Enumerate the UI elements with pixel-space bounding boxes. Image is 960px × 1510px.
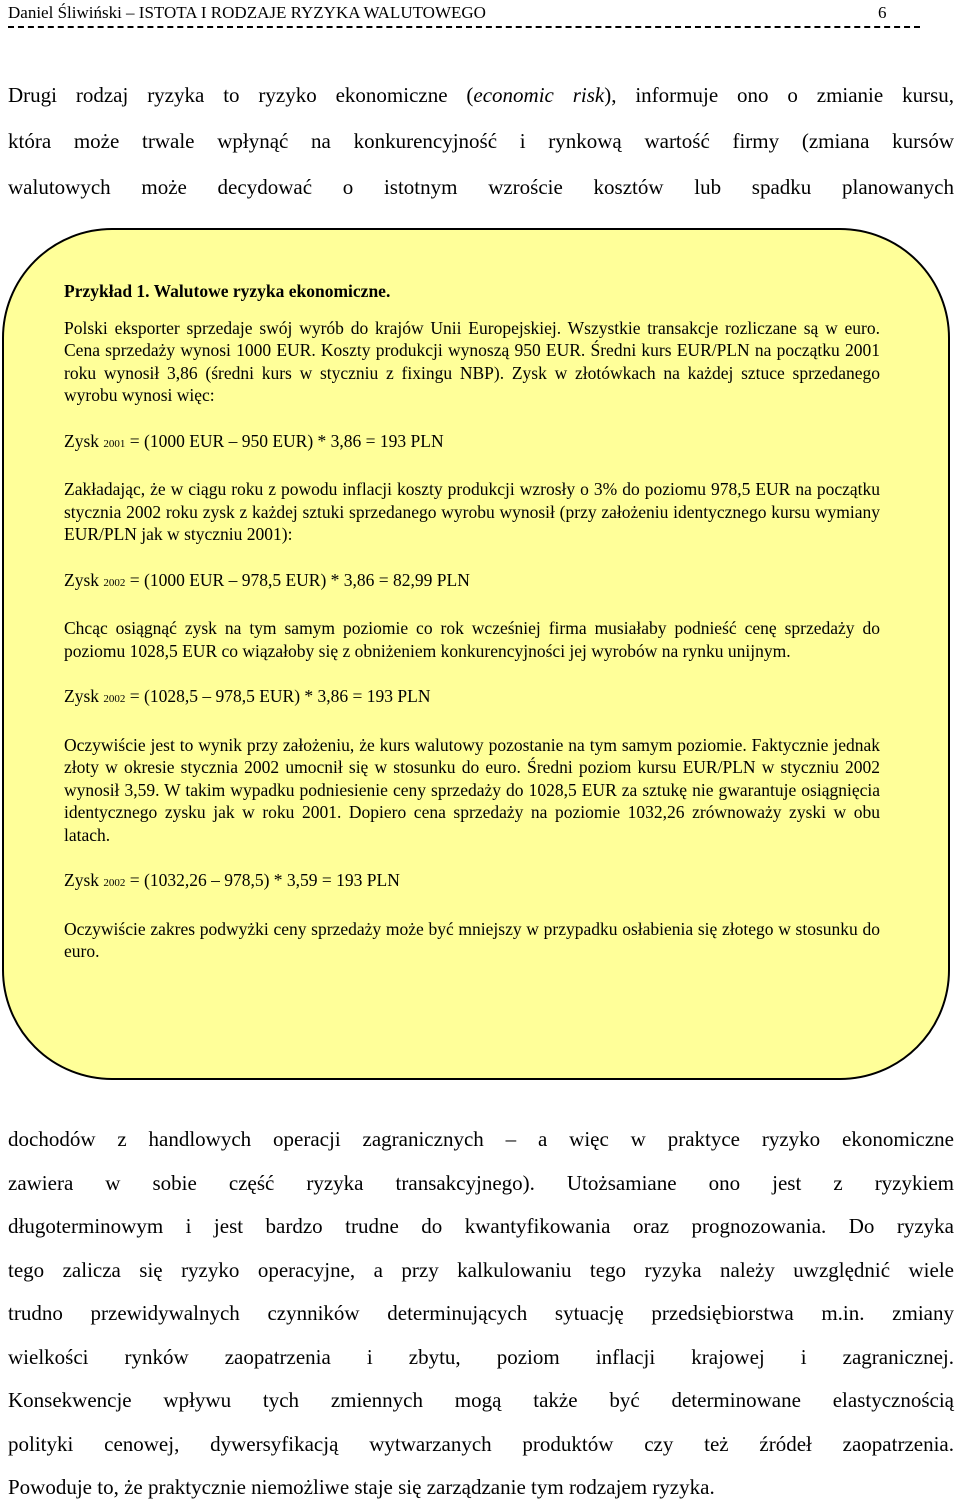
intro-line-2: która może trwale wpłynąć na konkurencyjność i rynkową wartość firmy (zmiana kursów [8,129,954,153]
document-title: Daniel Śliwiński – ISTOTA I RODZAJE RYZYKA WALUTOWEGO [8,3,486,22]
outro-line: długoterminowym i jest bardzo trudne do kwantyfikowania oraz prognozowania. Do ryzyka [8,1214,954,1238]
header-divider [8,26,920,28]
example-content [64,280,880,963]
italic-term: economic risk [473,83,605,107]
outro-line: tego zalicza się ryzyko operacyjne, a przy kalkulowaniu tego ryzyka należy uwzględnić wiele [8,1257,954,1282]
page-header [8,2,920,24]
outro-line: Konsekwencje wpływu tych zmiennych mogą także być determinowane elastycznością [8,1388,954,1412]
example-paragraph-2: Zakładając, że w ciągu roku z powodu inflacji koszty produkcji wzrosły o 3% do poziomu 978,5 EUR na początku stycznia 2002 roku zysk z każdej sztuki sprzedanego wyrobu wynosił (przy założeniu identycznego kursu wymiany EUR/PLN jak w styczniu 2001): [64,479,880,544]
outro-line: Powoduje to, że praktycznie niemożliwe staje się zarządzanie tym rodzajem ryzyka. [8,1475,715,1499]
example-title: Przykład 1. Walutowe ryzyka ekonomiczne. [64,281,391,301]
page-number: 6 [878,3,887,22]
intro-paragraph [8,72,954,210]
example-box [2,228,950,1080]
example-paragraph-3: Chcąc osiągnąć zysk na tym samym poziomie co rok wcześniej firma musiałaby podnieść cenę sprzedaży do poziomu 1028,5 EUR co wiązałoby się z obniżeniem konkurencyjności jej wyrobów na rynku unijnym. [64,618,880,661]
formula-2: Zysk 2002 = (1000 EUR – 978,5 EUR) * 3,86 = 82,99 PLN [64,569,470,590]
intro-line-3: walutowych może decydować o istotnym wzroście kosztów lub spadku planowanych [8,175,954,199]
outro-line: wielkości rynków zaopatrzenia i zbytu, poziom inflacji krajowej i zagranicznej. [8,1344,954,1369]
outro-line: trudno przewidywalnych czynników determinujących sytuację przedsiębiorstwa m.in. zmiany [8,1301,954,1325]
outro-line: zawiera w sobie część ryzyka transakcyjnego). Utożsamiane ono jest z ryzykiem [8,1170,954,1195]
example-paragraph-5: Oczywiście zakres podwyżki ceny sprzedaży może być mniejszy w przypadku osłabienia się złotego w stosunku do euro. [64,918,880,961]
formula-1: Zysk 2001 = (1000 EUR – 950 EUR) * 3,86 = 193 PLN [64,430,444,451]
outro-paragraph [8,1118,954,1510]
example-paragraph-1: Polski eksporter sprzedaje swój wyrób do krajów Unii Europejskiej. Wszystkie transakcje rozliczane są w euro. Cena sprzedaży wynosi 1000 EUR. Koszty produkcji wynoszą 950 EUR. Średni kurs EUR/PLN na początku 2001 roku wynosił 3,86 (średni kurs w styczniu z fixingu NBP). Zysk w złotówkach na każdej sztuce sprzedanego wyrobu wynosi więc: [64,317,880,405]
formula-3: Zysk 2002 = (1028,5 – 978,5 EUR) * 3,86 = 193 PLN [64,686,431,706]
outro-line: polityki cenowej, dywersyfikacją wytwarzanych produktów czy też źródeł zaopatrzenia. [8,1431,954,1456]
example-paragraph-4: Oczywiście jest to wynik przy założeniu, że kurs walutowy pozostanie na tym samym poziomie. Faktycznie jednak złoty w okresie stycznia 2002 umocnił się w stosunku do euro. Średni poziom kursu EUR/PLN w styczniu 2002 wynosił 3,59. W takim wypadku podniesienie ceny sprzedaży do 1028,5 EUR za sztukę nie gwarantuje osiągnięcia identycznego zysku jak w roku 2001. Dopiero cena sprzedaży na poziomie 1032,26 zrównoważy zyski w obu latach. [64,734,880,845]
intro-line-1: Drugi rodzaj ryzyka to ryzyko ekonomiczne (economic risk), informuje ono o zmianie kursu, [8,83,954,107]
formula-4: Zysk 2002 = (1032,26 – 978,5) * 3,59 = 193 PLN [64,870,400,890]
outro-line: dochodów z handlowych operacji zagranicznych – a więc w praktyce ryzyko ekonomiczne [8,1127,954,1151]
